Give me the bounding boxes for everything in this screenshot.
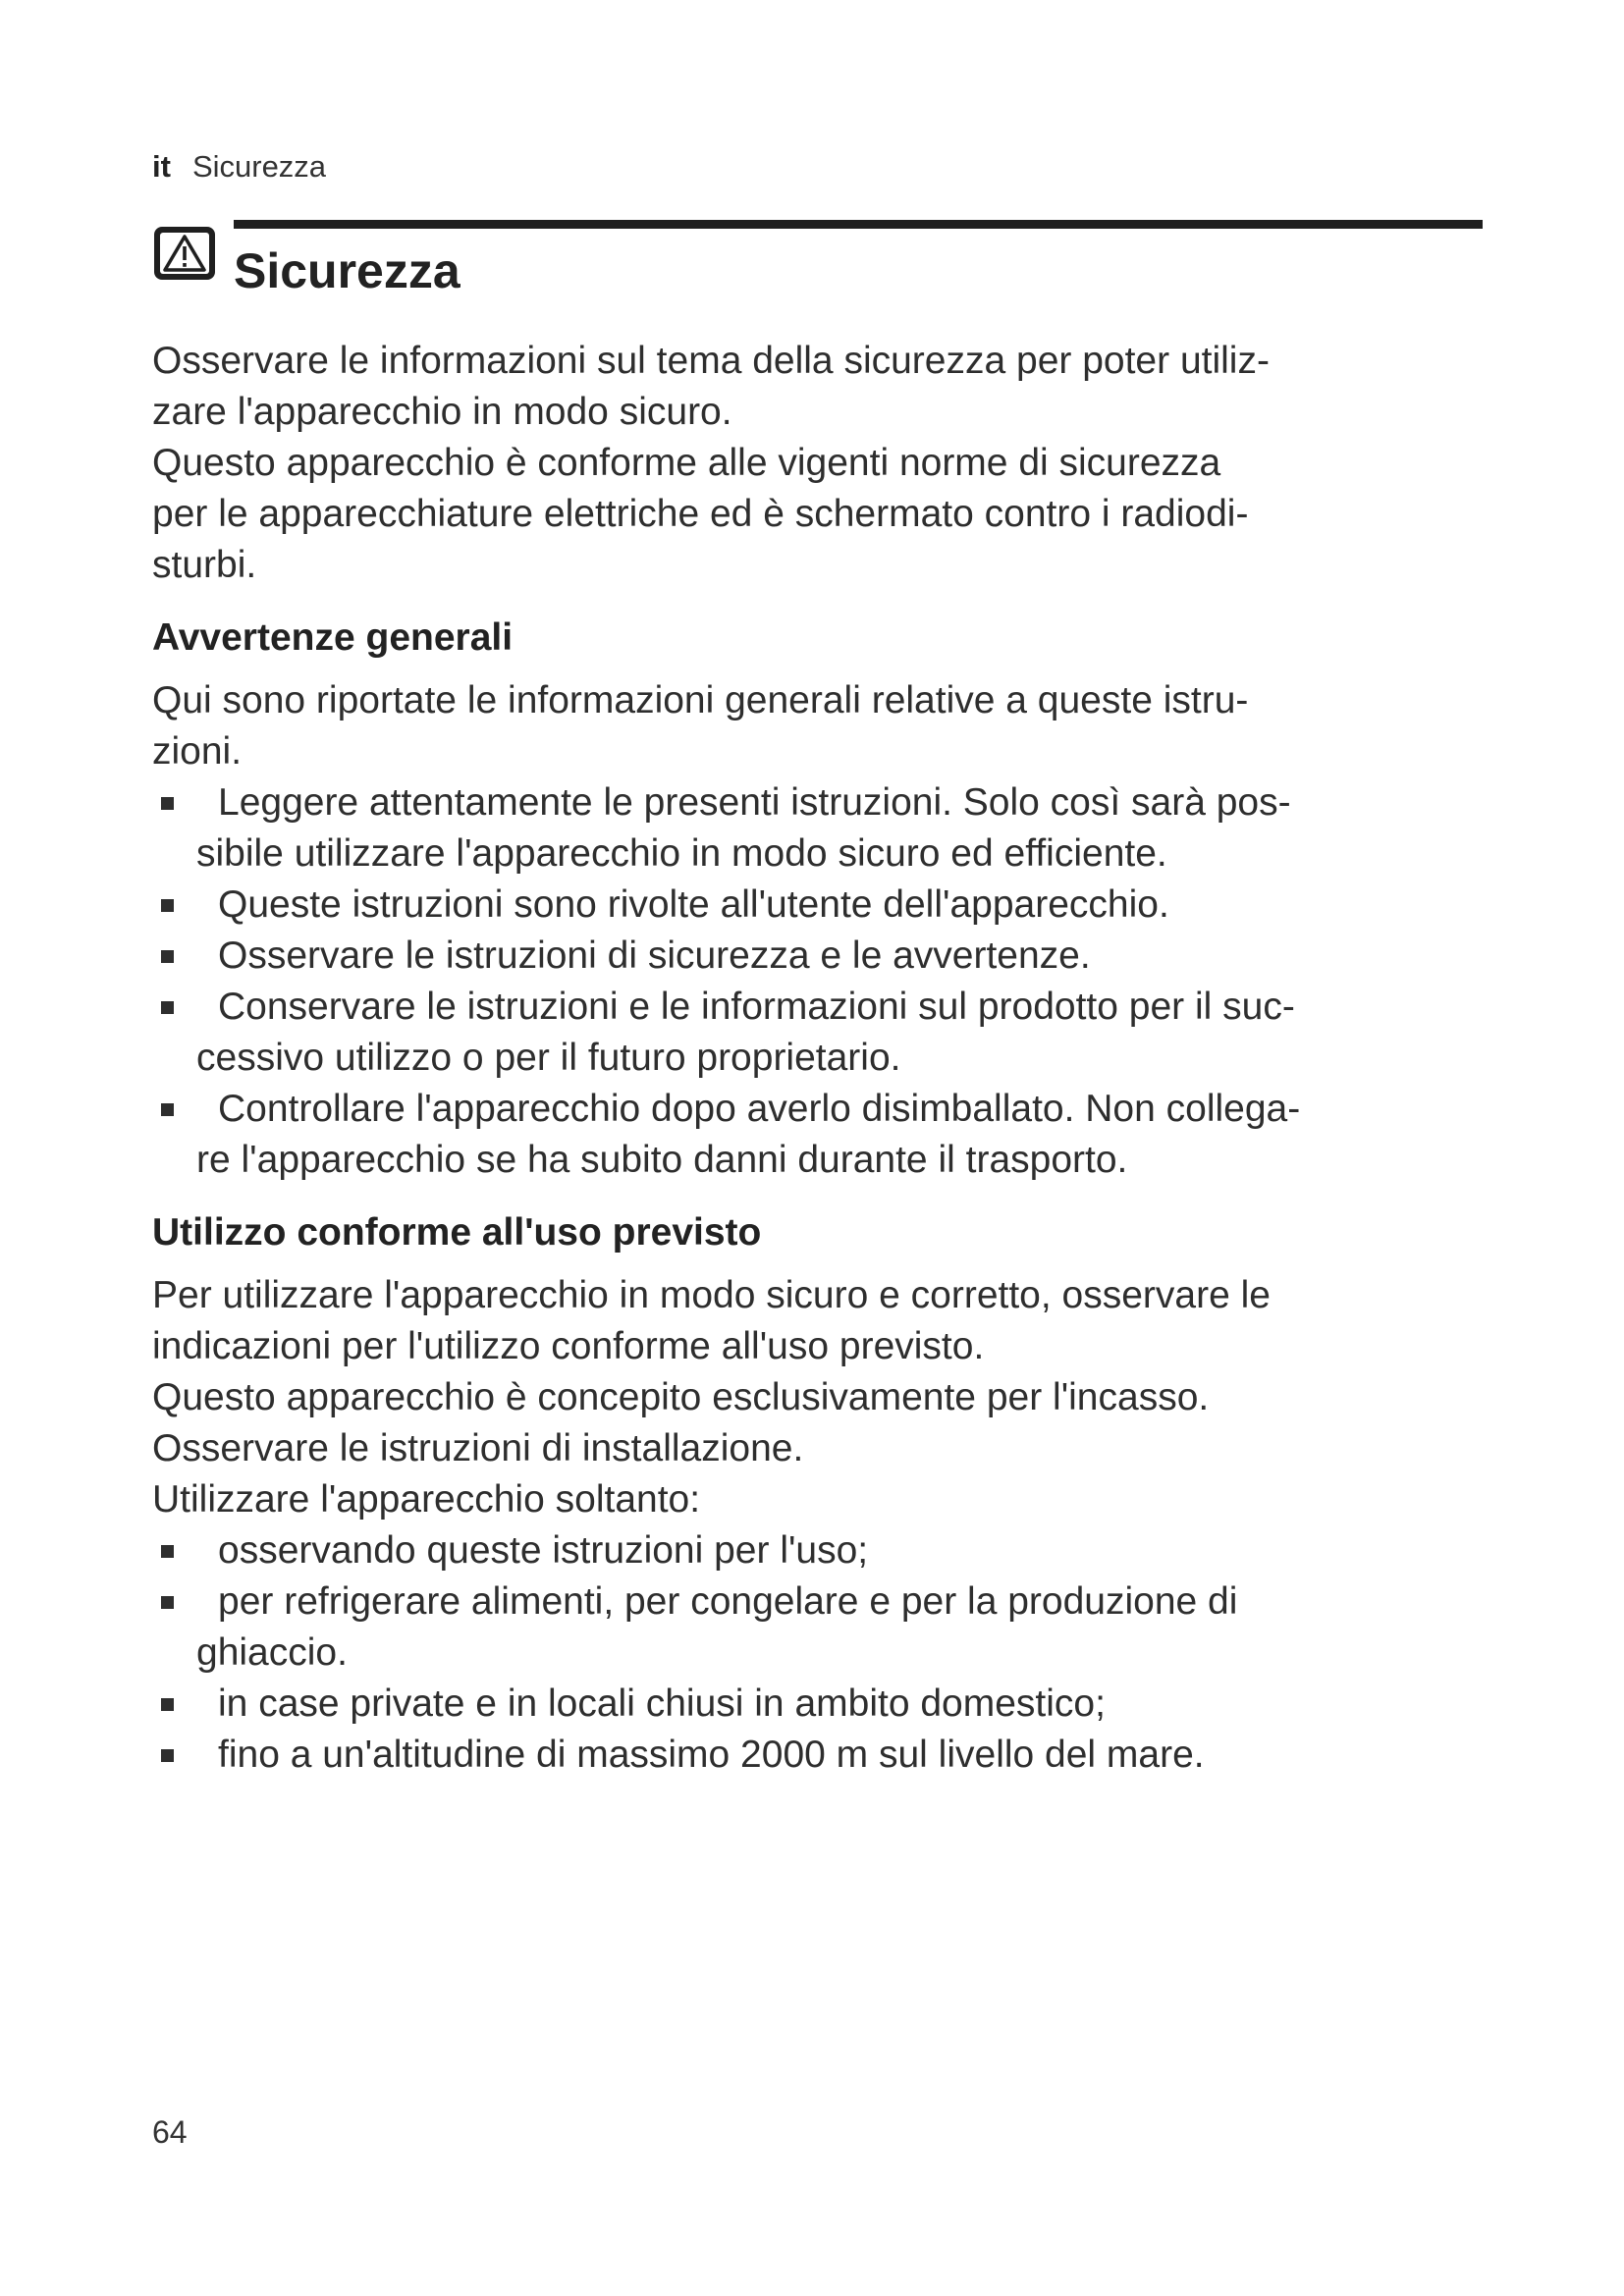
- bullet-icon: [161, 1596, 174, 1609]
- bullet-icon: [161, 797, 174, 810]
- bullet-icon: [161, 1749, 174, 1762]
- text-line: Osservare le informazioni sul tema della sicurezza per poter utiliz-: [152, 340, 1270, 382]
- text-line: Questo apparecchio è concepito esclusivamente per l'incasso.: [152, 1376, 1210, 1418]
- list-item-line: sibile utilizzare l'apparecchio in modo sicuro ed efficiente.: [196, 832, 1167, 875]
- text-line: Per utilizzare l'apparecchio in modo sicuro e corretto, osservare le: [152, 1274, 1271, 1316]
- bullet-icon: [161, 899, 174, 912]
- list-item-line: osservando queste istruzioni per l'uso;: [218, 1529, 869, 1572]
- text-line: sturbi.: [152, 544, 257, 586]
- list-item: [152, 880, 1507, 931]
- page-title: Sicurezza: [234, 243, 460, 298]
- intro-paragraph: [152, 336, 1507, 591]
- list-item: [152, 931, 1507, 982]
- list-item-line: fino a un'altitudine di massimo 2000 m sul livello del mare.: [218, 1734, 1205, 1776]
- list-item-line: Conservare le istruzioni e le informazioni sul prodotto per il suc-: [218, 986, 1295, 1028]
- list-item: [152, 982, 1507, 1084]
- page-number: 64: [152, 2114, 188, 2150]
- bullet-icon: [161, 1001, 174, 1014]
- section-heading-general: Avvertenze generali: [152, 616, 514, 659]
- list-item-line: Osservare le istruzioni di sicurezza e le avvertenze.: [218, 934, 1091, 977]
- list-item-line: ghiaccio.: [196, 1631, 348, 1674]
- text-line: Osservare le istruzioni di installazione.: [152, 1427, 804, 1469]
- list-item: [152, 1679, 1507, 1730]
- bullet-icon: [161, 1698, 174, 1711]
- list-item-line: Queste istruzioni sono rivolte all'utente dell'apparecchio.: [218, 883, 1169, 926]
- list-item-line: re l'apparecchio se ha subito danni durante il trasporto.: [196, 1139, 1128, 1181]
- text-line: per le apparecchiature elettriche ed è schermato contro i radiodi-: [152, 493, 1249, 535]
- list-item-line: Leggere attentamente le presenti istruzioni. Solo così sarà pos-: [218, 781, 1291, 824]
- language-code: it: [152, 149, 171, 184]
- list-item: [152, 1084, 1507, 1186]
- list-item: [152, 777, 1507, 880]
- bullet-icon: [161, 950, 174, 963]
- list-item: [152, 1730, 1507, 1781]
- section-heading-usage: Utilizzo conforme all'uso previsto: [152, 1211, 762, 1254]
- bullet-icon: [161, 1103, 174, 1116]
- list-item-line: cessivo utilizzo o per il futuro proprietario.: [196, 1037, 901, 1079]
- list-item-line: per refrigerare alimenti, per congelare e per la produzione di: [218, 1580, 1238, 1623]
- text-line: zioni.: [152, 730, 243, 773]
- text-line: Questo apparecchio è conforme alle vigenti norme di sicurezza: [152, 442, 1221, 484]
- usage-list: [152, 1525, 1507, 1781]
- text-line: Qui sono riportate le informazioni generali relative a queste istru-: [152, 679, 1249, 721]
- text-line: zare l'apparecchio in modo sicuro.: [152, 391, 732, 433]
- general-list: [152, 777, 1507, 1186]
- list-item: [152, 1525, 1507, 1576]
- list-item-line: Controllare l'apparecchio dopo averlo disimballato. Non collega-: [218, 1088, 1301, 1130]
- header-section: Sicurezza: [191, 149, 327, 184]
- running-header: [152, 147, 326, 187]
- warning-icon: [152, 225, 217, 282]
- bullet-icon: [161, 1545, 174, 1558]
- list-item: [152, 1576, 1507, 1679]
- content: [152, 336, 1507, 1781]
- title-rule: [234, 220, 1483, 229]
- text-line: indicazioni per l'utilizzo conforme all'uso previsto.: [152, 1325, 985, 1367]
- list-item-line: in case private e in locali chiusi in ambito domestico;: [218, 1682, 1106, 1725]
- text-line: Utilizzare l'apparecchio soltanto:: [152, 1478, 701, 1521]
